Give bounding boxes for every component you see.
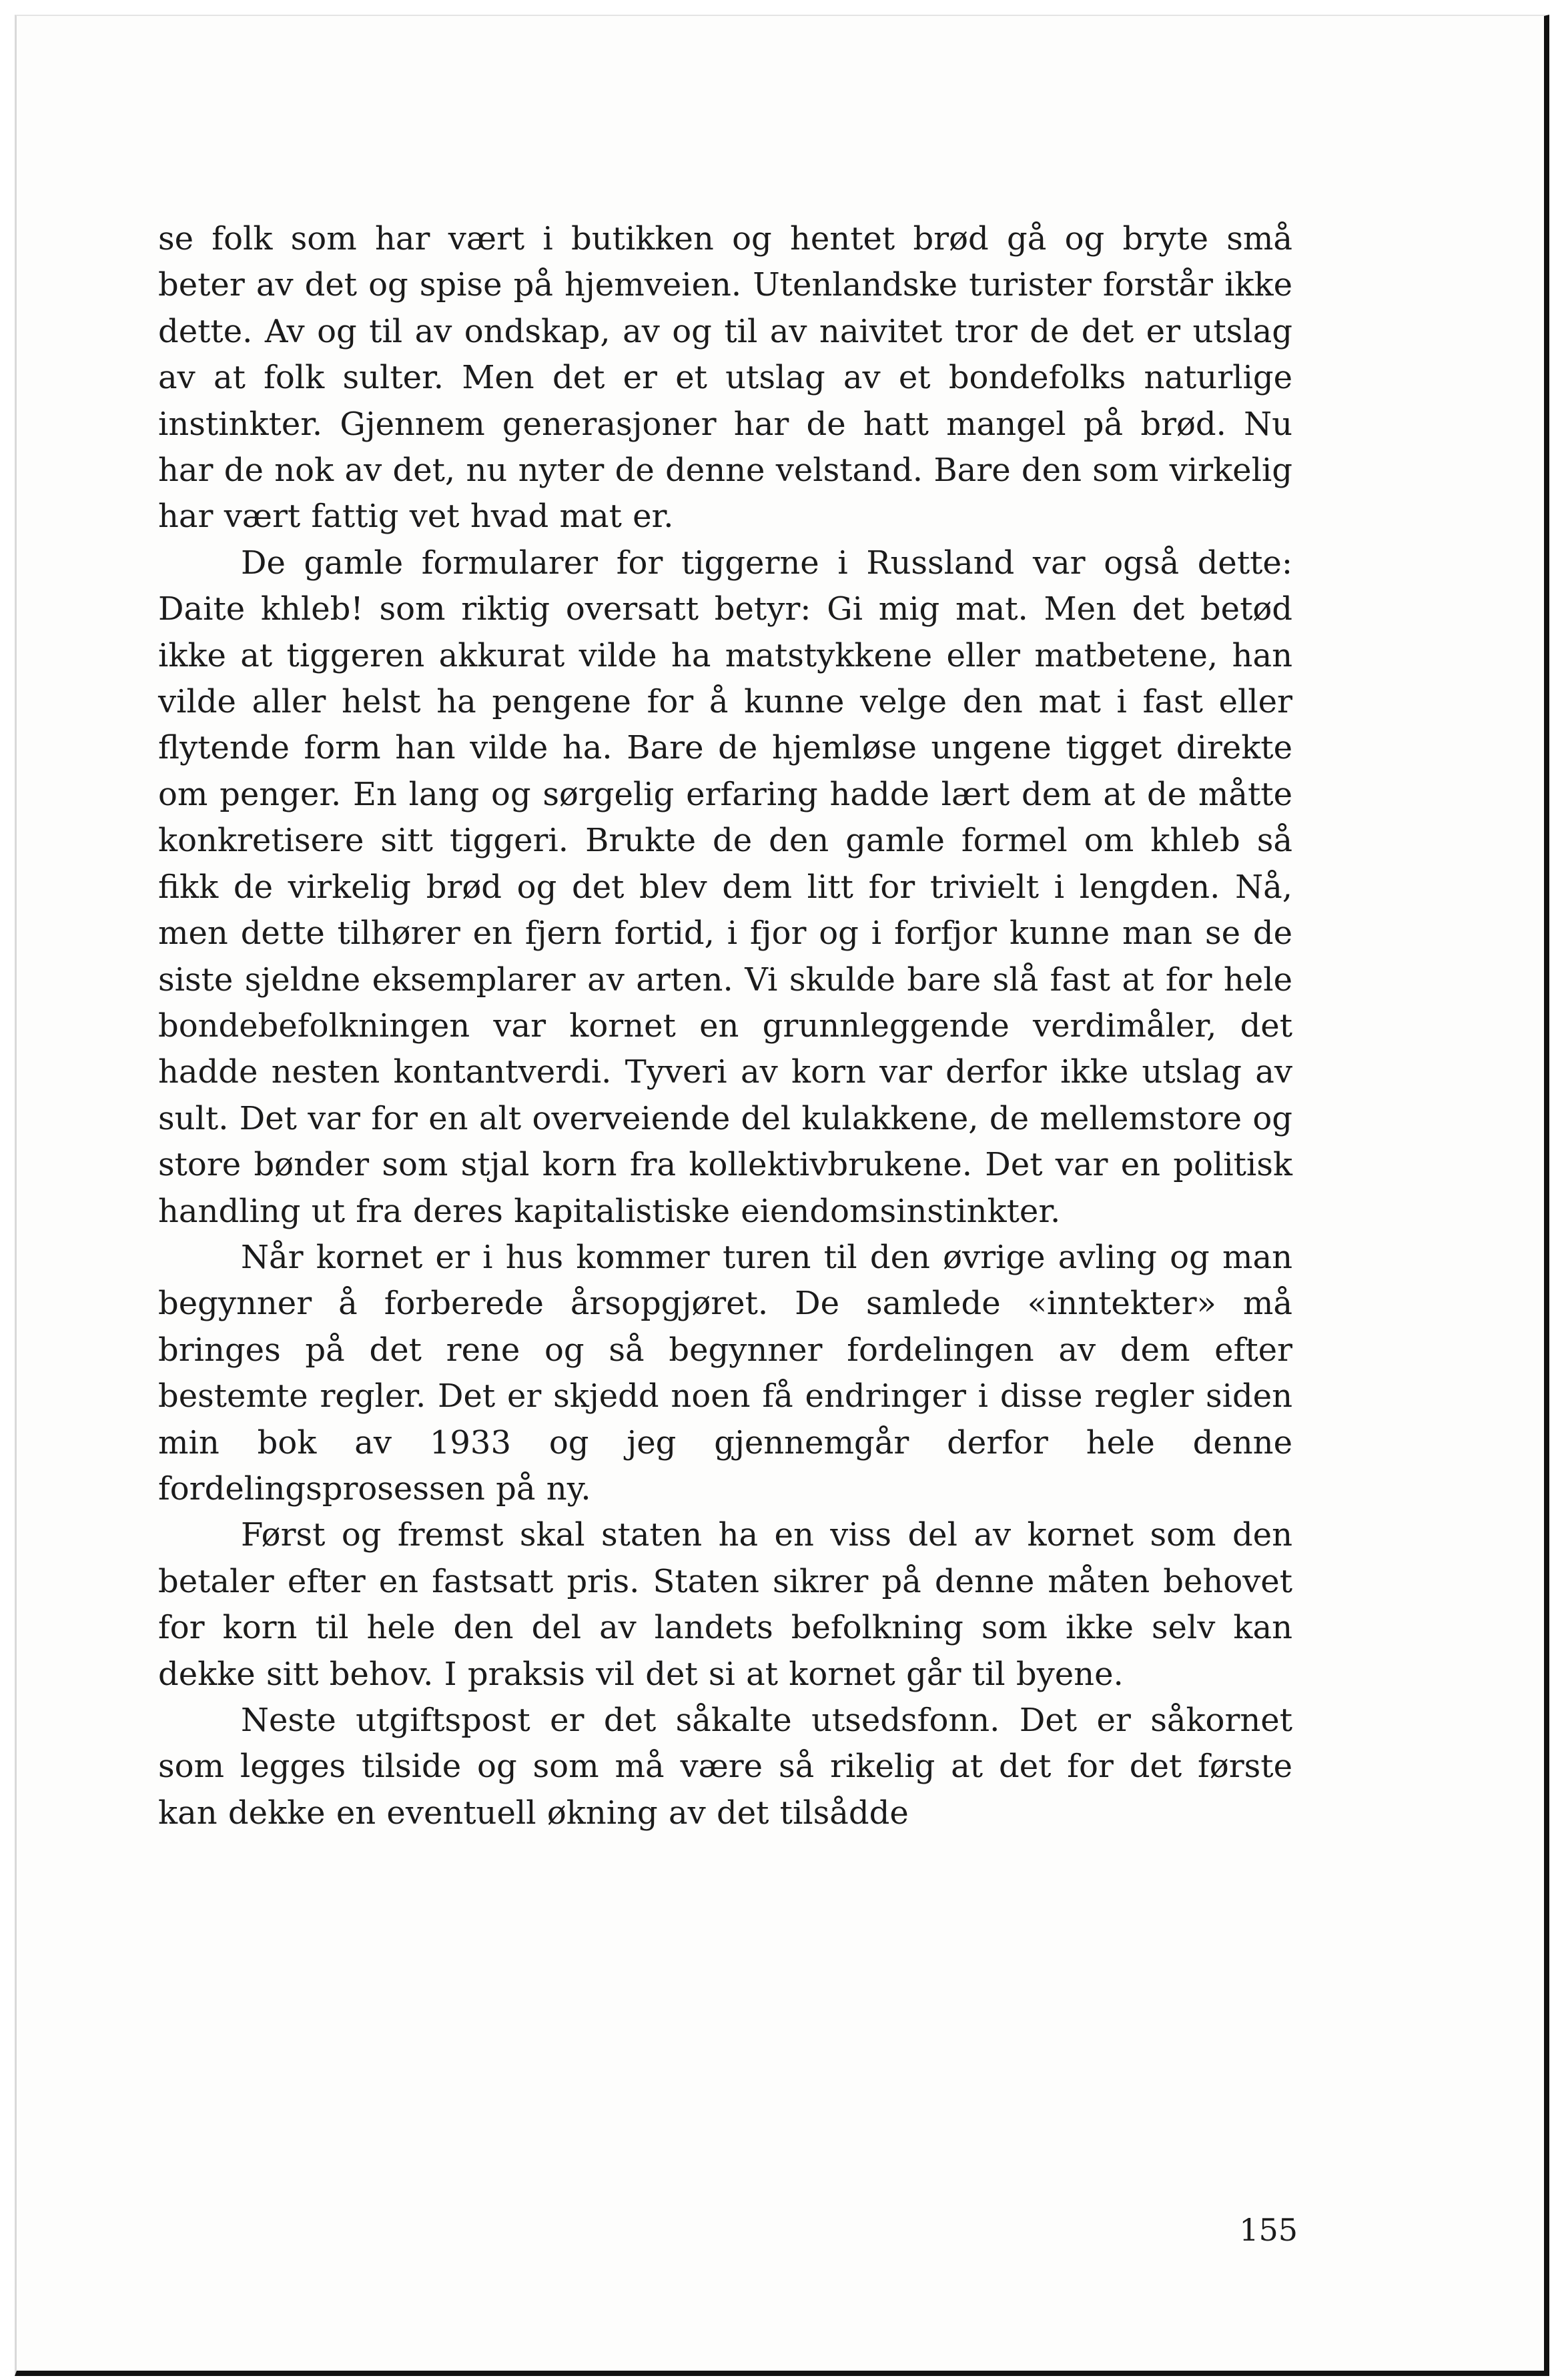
book-page [15,15,1549,2376]
paragraph: De gamle formularer for tiggerne i Russland var også dette: Daite khleb! som riktig oversatt betyr: Gi mig mat. Men det betød ikke at tiggeren akkurat vilde ha matstykkene eller matbetene, han vilde aller helst ha pengene for å kunne velge den mat i fast eller flytende form han vilde ha. Bare de hjemløse ungene tigget direkte om penger. En lang og sørgelig erfaring hadde lært dem at de måtte konkretisere sitt tiggeri. Brukte de den gamle formel om khleb så fikk de virkelig brød og det blev dem litt for trivielt i lengden. Nå, men dette tilhører en fjern fortid, i fjor og i forfjor kunne man se de siste sjeldne eksemplarer av arten. Vi skulde bare slå fast at for hele bondebefolkningen var kornet en grunnleggende verdimåler, det hadde nesten kontantverdi. Tyveri av korn var derfor ikke utslag av sult. Det var for en alt overveiende del kulakkene, de mellemstore og store bønder som stjal korn fra kollektivbrukene. Det var en politisk handling ut fra deres kapitalistiske eiendomsinstinkter. [158,544,1292,1230]
paragraph: Først og fremst skal staten ha en viss del av kornet som den betaler efter en fastsatt pris. Staten sikrer på denne måten behovet for korn til hele den del av landets befolkning som ikke selv kan dekke sitt behov. I praksis vil det si at kornet går til byene. [158,1516,1292,1693]
page-number: 155 [1239,2212,1298,2248]
body-text [158,216,1292,1836]
paragraph: se folk som har vært i butikken og hentet brød gå og bryte små beter av det og spise på hjemveien. Utenlandske turister forstår ikke dette. Av og til av ondskap, av og til av naivitet tror de det er utslag av at folk sulter. Men det er et utslag av et bondefolks naturlige instinkter. Gjennem generasjoner har de hatt mangel på brød. Nu har de nok av det, nu nyter de denne velstand. Bare den som virkelig har vært fattig vet hvad mat er. [158,220,1292,536]
paragraph: Neste utgiftspost er det såkalte utsedsfonn. Det er såkornet som legges tilside og som må være så rikelig at det for det første kan dekke en eventuell økning av det tilsådde [158,1702,1292,1832]
paragraph: Når kornet er i hus kommer turen til den øvrige avling og man begynner å forberede årsopgjøret. De samlede «inntekter» må bringes på det rene og så begynner fordelingen av dem efter bestemte regler. Det er skjedd noen få endringer i disse regler siden min bok av 1933 og jeg gjennemgår derfor hele denne fordelingsprosessen på ny. [158,1238,1292,1508]
